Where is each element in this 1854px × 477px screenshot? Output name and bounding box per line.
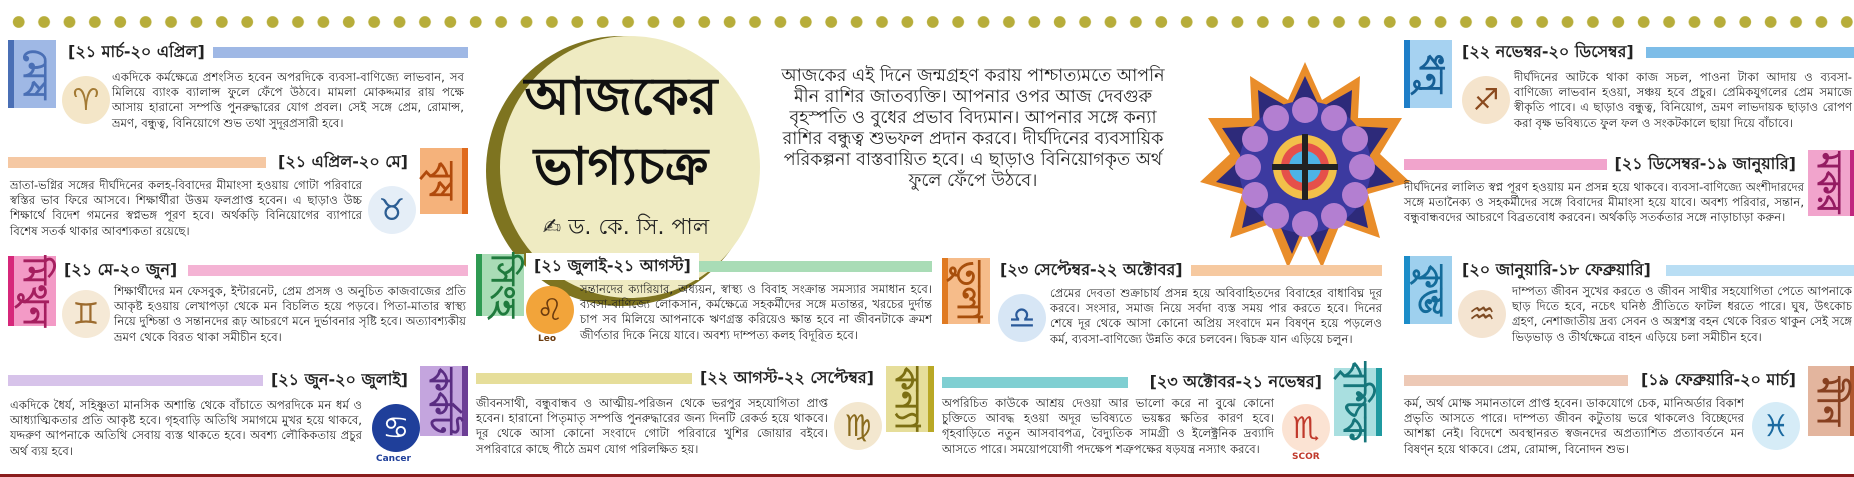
archer-icon: ♐	[1462, 76, 1510, 124]
text-cancer: একদিকে ধৈর্য, সহিষ্ণুতা মানসিক অশান্তি থেকে বাঁচাতে অপরদিকে মন ধর্ম ও আধ্যাত্মিকতার প্রতি আকৃষ্ট হবে। গৃহবাড়ি অতিথি সমাগমে মুখর হয়ে থাকবে, যদ্দরুণ আপনাকে অতিথি সেবায় ব্যস্ত থাকতে হবে। অবশ্য লৌকিকতায় প্রচুর অর্থ ব্যয় হবে।	[10, 398, 362, 458]
sign-name-pisces: মীন	[1808, 366, 1854, 436]
pen-icon: ✍	[542, 215, 562, 240]
date-bar-libra	[1186, 265, 1382, 276]
scorpion-icon: ♏	[1282, 404, 1330, 452]
text-aries: একদিকে কর্মক্ষেত্রে প্রশংসিত হবেন অপরদিকে ব্যবসা-বাণিজ্যে লাভবান, সব মিলিয়ে ব্যাংক ব্যালান্স ফুলে ফেঁপে উঠবে। মামলা মোকদ্দমার রায় পক্ষে আসায় হারানো সম্পত্তি পুনরুদ্ধারের যোগ প্রবল। সেই সঙ্গে প্রেম, রোমান্স, ভ্রমণ, বন্ধুত্ব, বিনিয়োগে শুভ তথা সুদূরপ্রসারী হবে।	[112, 70, 464, 130]
maiden-icon: ♍	[834, 402, 882, 450]
date-aquarius: [২০ জানুয়ারি-১৮ ফেব্রুয়ারি]	[1454, 257, 1659, 284]
page-title: আজকের ভাগ্যচক্র	[524, 66, 718, 197]
sign-name-taurus: বৃষ	[420, 148, 468, 214]
date-scorpio: [২৩ অক্টোবর-২১ নভেম্বর]	[1142, 369, 1330, 396]
date-bar-pisces	[1404, 375, 1628, 386]
date-bar-gemini	[188, 265, 468, 276]
scorpio-icon-label: SCOR	[1292, 452, 1320, 462]
date-pisces: [১৯ ফেব্রুয়ারি-২০ মার্চ]	[1633, 367, 1804, 394]
crab-icon: ♋	[372, 404, 420, 452]
date-bar-cancer	[8, 375, 266, 386]
sign-name-scorpio: বৃশ্চিক	[1334, 368, 1382, 436]
sign-virgo	[476, 362, 936, 474]
sign-name-cancer: কর্কট	[420, 366, 468, 436]
sign-name-aries: মেষ	[8, 40, 56, 108]
sign-leo	[476, 254, 936, 364]
sign-taurus	[0, 148, 470, 248]
date-bar-aquarius	[1666, 265, 1854, 276]
zodiac-wheel-icon	[1200, 62, 1410, 272]
text-scorpio: অপরিচিত কাউকে আশ্রয় দেওয়া আর ভালো করে না বুঝে কোনো চুক্তিতে আবদ্ধ হওয়া অদূর ভবিষ্যতে ভয়ঙ্কর ক্ষতির কারণ হবে। গৃহবাড়িতে নতুন আসবাবপত্র, বৈদ্যুতিক সামগ্রী ও ইলেক্ট্রনিক দ্রব্যাদি আসতে পারে। সময়োপযোগী পদক্ষেপ শত্রুপক্ষের ষড়যন্ত্র নস্যাৎ করবে।	[942, 396, 1274, 456]
text-taurus: ভ্রাতা-ভগ্নির সঙ্গের দীর্ঘদিনের কলহ-বিবাদের মীমাংসা হওয়ায় গোটা পরিবারে স্বস্তির ভাব ফিরে আসবে। শিক্ষার্থীরা উত্তম ফলপ্রাপ্ত হবেন। এ ছাড়াও উচ্চ শিক্ষার্থে বিদেশ গমনের স্বপ্নভঙ্গ পূরণ হবে। অর্থকড়ি বিনিয়োগের ব্যাপারে বিশেষ সতর্ক থাকার আবশ্যকতা রয়েছে।	[10, 178, 362, 238]
sign-gemini	[0, 256, 470, 360]
text-leo: সন্তানদের ক্যারিয়ার, অধ্যয়ন, স্বাস্থ্য ও বিবাহ সংক্রান্ত সমস্যার সমাধান হবে। ব্যবসা-বাণিজ্যে লোকসান, কর্মক্ষেত্রে সহকর্মীদের সঙ্গে মতান্তর, খরচের দুর্দান্ত চাপ সব মিলিয়ে আপনাকে ঋণগ্রস্ত করিয়েও ক্ষান্ত হবে না জীবনটাকে ক্রমশ জীর্ণতার দিকে নিয়ে যাবে। অবশ্য দাম্পত্য কলহ বিদূরিত হবে।	[580, 282, 932, 342]
birthday-intro: আজকের এই দিনে জন্মগ্রহণ করায় পাশ্চাত্যমতে আপনি মীন রাশির জাতব্যক্তি। আপনার ওপর আজ দেবগুরু বৃহস্পতি ও বুধের প্রভাব বিদ্যমান। আপনার সঙ্গে কন্যা রাশির বন্ধুত্ব শুভফল প্রদান করবে। দীর্ঘদিনের ব্যবসায়িক পরিকল্পনা বাস্তবায়িত হবে। এ ছাড়াও বিনিয়োগকৃত অর্থ ফুলে ফেঁপে উঠবে।	[781, 66, 1165, 191]
top-dot-border	[0, 14, 1854, 30]
leo-icon-label: Leo	[538, 334, 557, 344]
sign-capricorn	[1404, 150, 1854, 250]
date-leo: [২১ জুলাই-২১ আগস্ট]	[526, 253, 699, 280]
sign-name-gemini: মিথুন	[8, 256, 56, 326]
lion-icon: ♌	[526, 286, 574, 334]
twins-icon: ♊	[62, 290, 110, 338]
date-bar-capricorn	[1404, 159, 1608, 170]
water-bearer-icon: ♒	[1458, 290, 1506, 338]
sign-cancer	[0, 364, 470, 474]
date-virgo: [২২ আগস্ট-২২ সেপ্টেম্বর]	[692, 365, 882, 392]
text-pisces: কর্ম, অর্থ মোক্ষ সমানতালে প্রাপ্ত হবেন। ডাকযোগে চেক, মানিঅর্ডার বিকাশ প্রভৃতি আসতে পারে। দাম্পত্য জীবন কটুতায় ভরে থাকলেও বিচ্ছেদের আশঙ্কা নেই। বিদেশে অবস্থানরত স্বজনদের অপ্রত্যাশিত প্রত্যাবর্তনে মন বিষণ্ন হয়ে থাকবে। প্রেম, রোমান্স, বিনোদন শুভ।	[1404, 396, 1744, 456]
sign-libra	[942, 258, 1384, 364]
fish-icon: ♓	[1752, 402, 1800, 450]
text-sagittarius: দীর্ঘদিনের আটকে থাকা কাজ সচল, পাওনা টাকা আদায় ও ব্যবসা-বাণিজ্যে লাভবান হওয়া, সঞ্চয় হবে প্রচুর। প্রেমিকযুগলের প্রেম সমাজে স্বীকৃতি পাবে। এ ছাড়াও বন্ধুত্ব, বিনিয়োগ, ভ্রমণ লাভদায়ক ছাড়াও রোপণ করা বৃক্ষ ভবিষ্যতে ফুল ফল ও সংকটকালে ছায়া দিয়ে বাঁচাবে।	[1514, 70, 1852, 130]
sign-name-capricorn: মকর	[1808, 150, 1854, 216]
text-virgo: জীবনসাথী, বন্ধুবান্ধব ও আত্মীয়-পরিজন থেকে ভরপুর সহযোগিতা প্রাপ্ত হবেন। হারানো পিতৃমাতৃ সম্পত্তি পুনরুদ্ধারের জন্য দিনটি রেকর্ড হয়ে থাকবে। দূর থেকে আসা কোনো সংবাদে গোটা পরিবারে খুশির জোয়ার বইবে। সপরিবারে কাছে পীঠে ভ্রমণ যোগ পরিলক্ষিত হয়।	[476, 396, 828, 456]
sign-name-virgo: কন্যা	[886, 366, 934, 432]
sign-name-libra: তুলা	[942, 258, 990, 324]
date-bar-taurus	[8, 157, 266, 168]
text-gemini: শিক্ষার্থীদের মন ফেসবুক, ইন্টারনেট, প্রেম প্রসঙ্গ ও অনুচিত কাজবাজের প্রতি আকৃষ্ট হওয়ায় লেখাপড়া থেকে মন বিচলিত হয়ে পড়বে। পিতা-মাতার স্বাস্থ্য নিয়ে দুশ্চিন্তা ও সন্তানদের রূঢ় আচরণে মনে দুর্ভাবনার সৃষ্টি হবে। অত্যাবশ্যকীয় ভ্রমণ থেকে বিরত থাকা সমীচীন হবে।	[114, 284, 466, 344]
text-libra: প্রেমের দেবতা শুক্রাচার্য প্রসন্ন হয়ে অবিবাহিতদের বিবাহের বাধাবিঘ্ন দূর করবে। সংসার, সমাজ নিয়ে সর্বদা ব্যস্ত সময় পার করতে হবে। দিনের শেষে দূর থেকে আসা কোনো অপ্রিয় সংবাদে মন বিষণ্ন হয়ে পড়লেও কর্ম, ব্যবসা-বাণিজ্যে উন্নতি করে চলবেন। দ্বিচক্র যান এড়িয়ে চলুন।	[1050, 286, 1382, 346]
bull-icon: ♉	[368, 186, 416, 234]
sign-scorpio	[942, 362, 1384, 474]
ram-icon: ♈	[62, 76, 110, 124]
sign-sagittarius	[1404, 36, 1854, 146]
date-gemini: [২১ মে-২০ জুন]	[56, 257, 185, 284]
date-bar-sagittarius	[1646, 47, 1854, 58]
sign-name-sagittarius: ধনু	[1404, 40, 1452, 108]
author-line	[526, 210, 726, 247]
sign-pisces	[1404, 364, 1854, 474]
date-taurus: [২১ এপ্রিল-২০ মে]	[270, 149, 416, 176]
text-capricorn: দীর্ঘদিনের লালিত স্বপ্ন পূরণ হওয়ায় মন প্রসন্ন হয়ে থাকবে। ব্যবসা-বাণিজ্যে অংশীদারদের সঙ্গে মতানৈক্য ও সহকর্মীদের সঙ্গে বিবাদের মীমাংসা হয়ে যাবে। অবশ্য পরিবার, সন্তান, বন্ধুবান্ধবদের আচরণে বিব্রতবোধ করবেন। অর্থকড়ি সতর্কতার সঙ্গে নাড়াচাড়া করুন।	[1404, 180, 1804, 225]
text-aquarius: দাম্পত্য জীবন সুখের করতে ও জীবন সাথীর সহযোগিতা পেতে আপনাকে ছাড় দিতে হবে, নচেৎ ঘনিষ্ঠ প্রীতিতে ফাটল ধরতে পারে। ঘুষ, উৎকোচ গ্রহণ, নেশাজাতীয় দ্রব্য সেবন ও অস্ত্রশস্ত্র বহন থেকে বিরত থাকুন সেই সঙ্গে ভিড়ভাড় ও তীর্থক্ষেত্রে বাহন এড়িয়ে চলা সমীচীন হবে।	[1512, 284, 1852, 344]
sign-aries	[0, 36, 470, 144]
sign-name-aquarius: কুম্ভ	[1404, 256, 1452, 324]
date-bar-scorpio	[942, 377, 1128, 388]
sign-name-leo: সিংহ	[476, 254, 524, 316]
cancer-icon-label: Cancer	[376, 454, 411, 464]
date-capricorn: [২১ ডিসেম্বর-১৯ জানুয়ারি]	[1607, 151, 1804, 178]
date-sagittarius: [২২ নভেম্বর-২০ ডিসেম্বর]	[1454, 39, 1642, 66]
date-bar-virgo	[476, 373, 706, 384]
sign-aquarius	[1404, 256, 1854, 360]
author-name: ড. কে. সি. পাল	[568, 215, 710, 240]
date-cancer: [২১ জুন-২০ জুলাই]	[263, 367, 416, 394]
date-bar-leo	[684, 261, 932, 272]
date-libra: [২৩ সেপ্টেম্বর-২২ অক্টোবর]	[992, 257, 1191, 284]
date-bar-aries	[186, 47, 468, 58]
date-aries: [২১ মার্চ-২০ এপ্রিল]	[60, 39, 213, 66]
scales-icon: ♎	[998, 294, 1046, 342]
